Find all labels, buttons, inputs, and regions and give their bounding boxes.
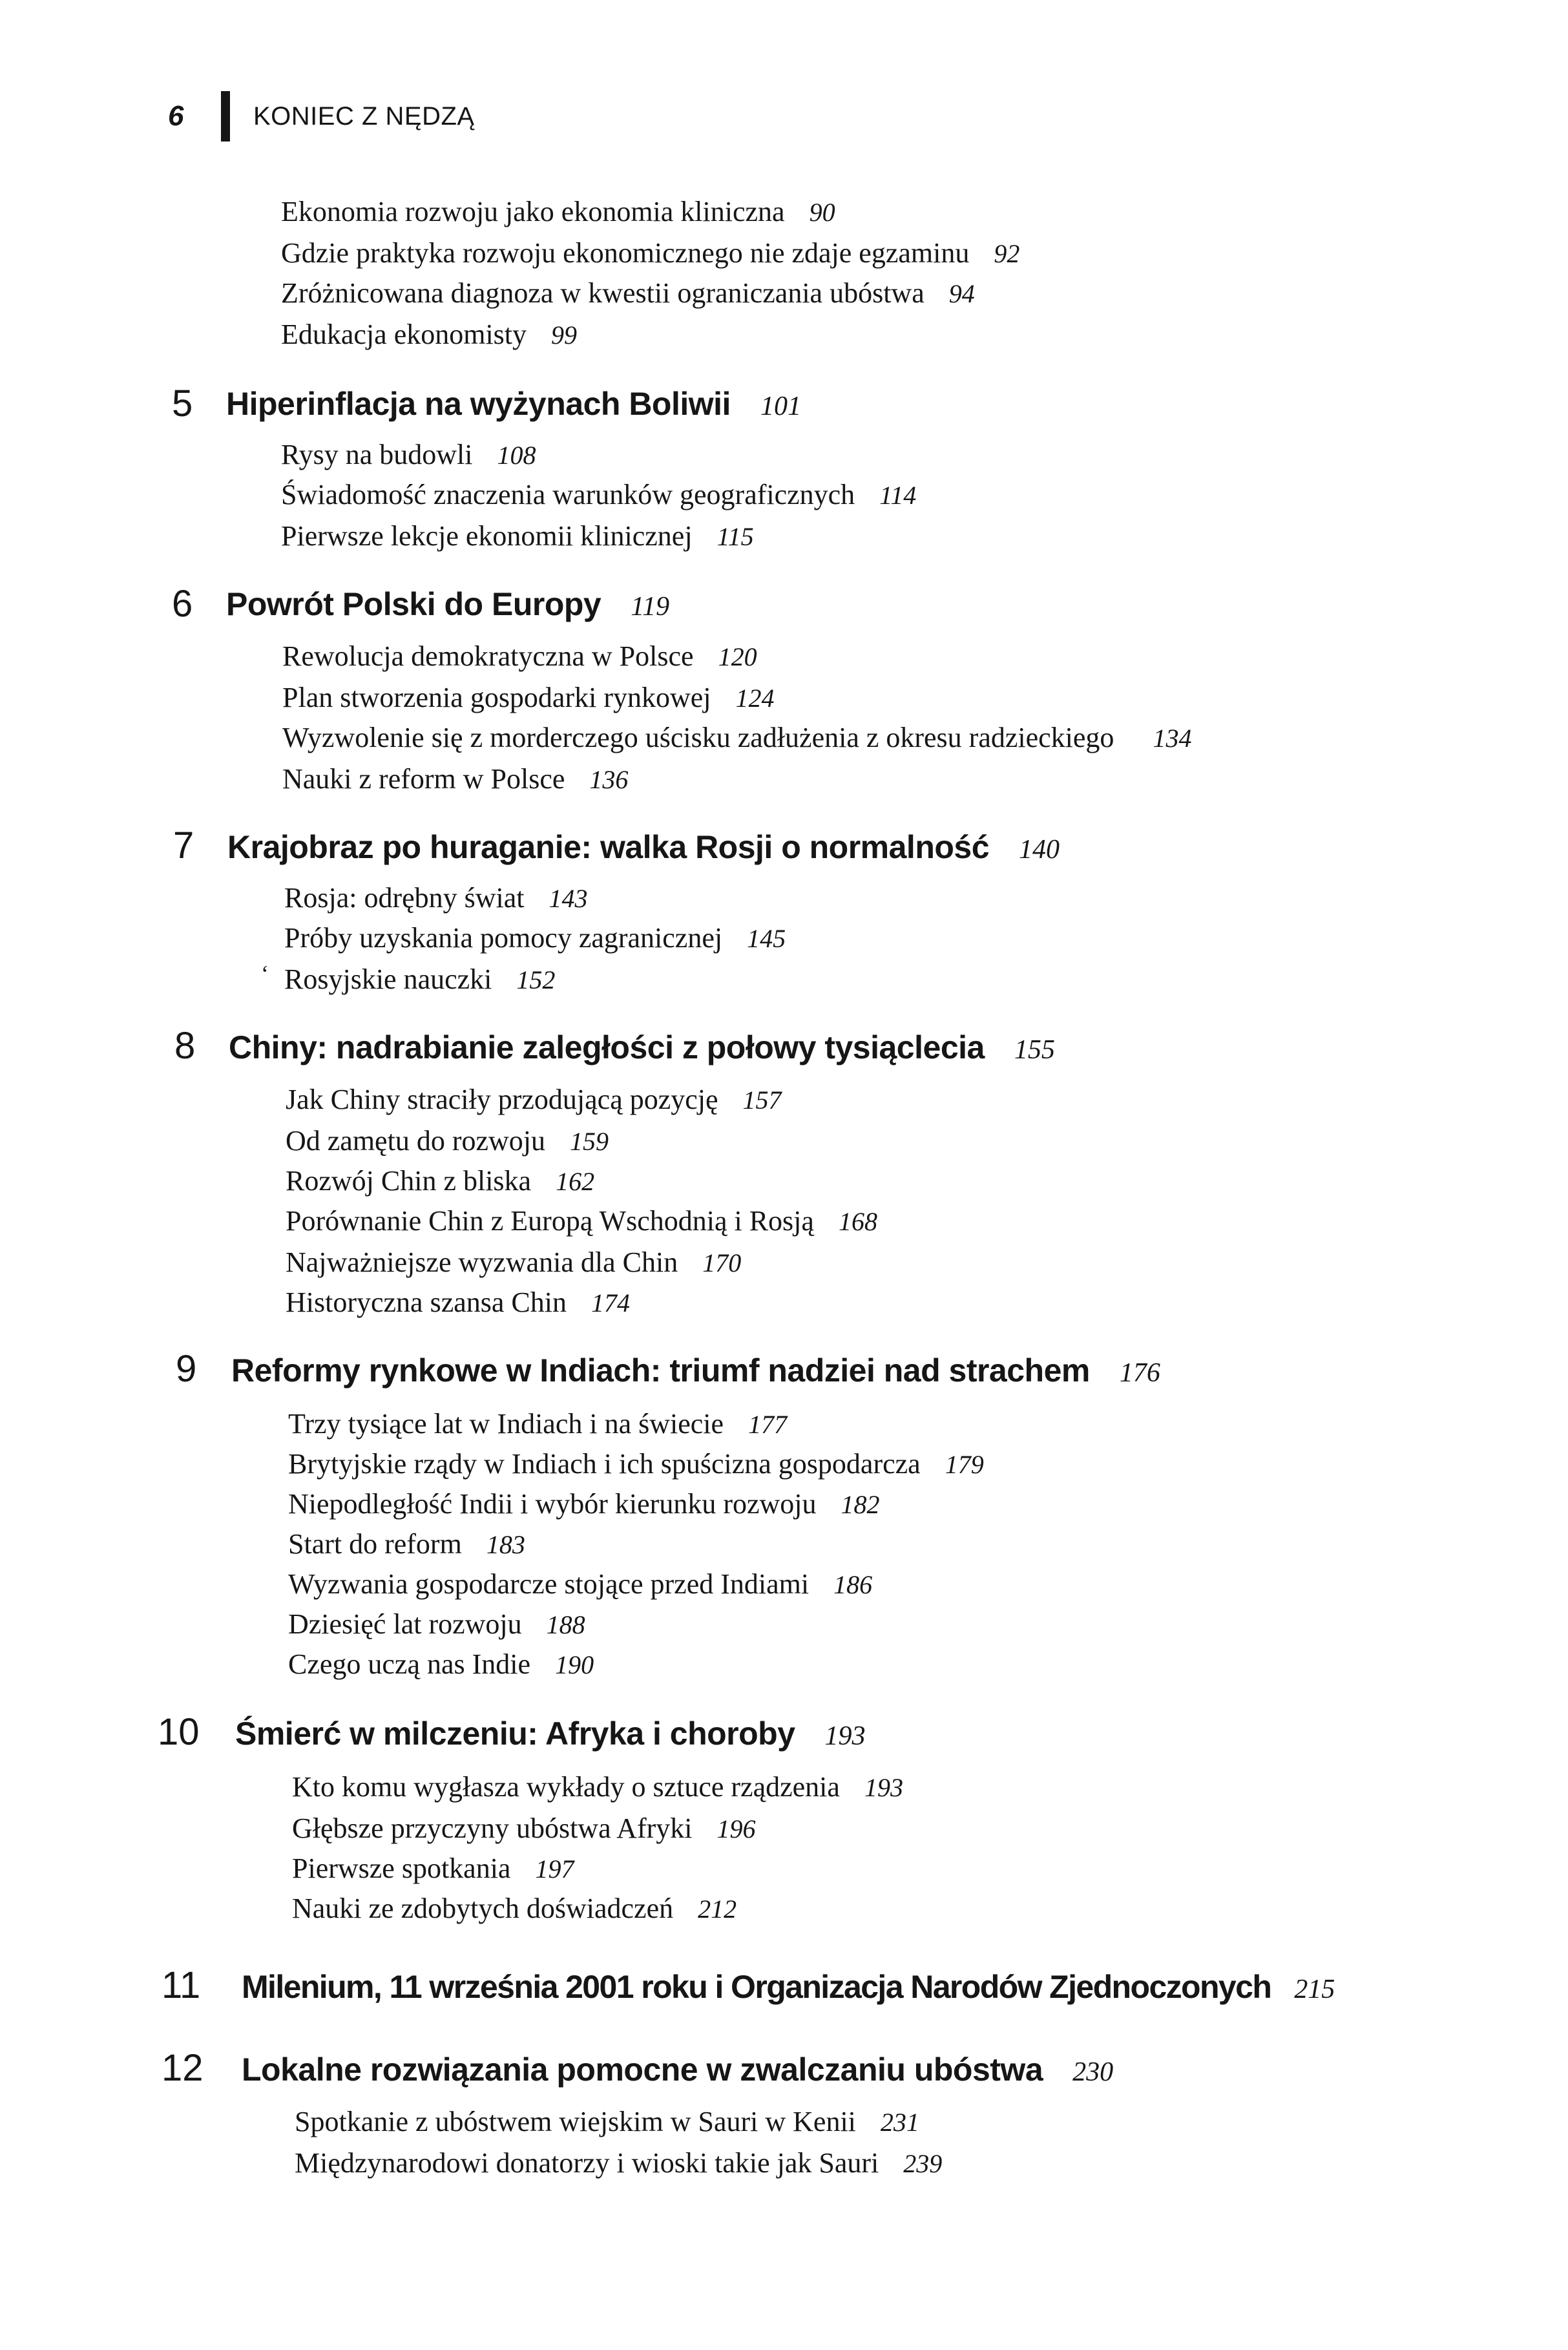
- chapter-page: 101: [760, 392, 801, 421]
- chapter-title: Śmierć w milczeniu: Afryka i choroby: [235, 1715, 795, 1752]
- section-page: 197: [535, 1854, 574, 1883]
- toc-section: [284, 924, 786, 952]
- chapter-page: 140: [1019, 835, 1060, 865]
- chapter-number: 8: [174, 1025, 196, 1067]
- toc-section: [292, 1814, 755, 1843]
- section-page: 212: [698, 1894, 737, 1924]
- toc-section: [281, 198, 835, 226]
- toc-section: [288, 1570, 872, 1599]
- chapter-number: 6: [172, 583, 193, 625]
- toc-section: [295, 2108, 919, 2136]
- toc-section: [281, 522, 754, 551]
- toc-chapter: [226, 588, 669, 620]
- toc-section: [288, 1450, 984, 1478]
- toc-section: [281, 279, 975, 308]
- page-number: 6: [168, 100, 184, 132]
- toc-section: [288, 1490, 880, 1518]
- section-page: 124: [735, 684, 775, 713]
- toc-section: [282, 765, 628, 793]
- running-title: KONIEC Z NĘDZĄ: [253, 101, 475, 131]
- chapter-number: 12: [162, 2047, 204, 2089]
- toc-section: [288, 1410, 787, 1438]
- toc-section: [286, 1086, 782, 1114]
- section-page: 174: [591, 1288, 630, 1317]
- toc-section: [286, 1248, 741, 1277]
- section-page: 115: [716, 522, 754, 551]
- toc-section: [282, 684, 775, 712]
- chapter-title: Reformy rynkowe w Indiach: triumf nadziei nad strachem: [231, 1352, 1090, 1389]
- chapter-page: 155: [1014, 1035, 1055, 1065]
- section-title: Zróżnicowana diagnoza w kwestii ograniczania ubóstwa: [281, 277, 925, 309]
- toc-chapter: [235, 1717, 866, 1750]
- section-page: 177: [748, 1410, 788, 1439]
- section-page: 145: [747, 924, 786, 953]
- toc-section: [281, 441, 536, 469]
- toc-chapter: [231, 1354, 1160, 1387]
- section-page: 114: [879, 481, 917, 510]
- section-title: Historyczna szansa Chin: [286, 1286, 567, 1318]
- section-page: 157: [742, 1086, 782, 1115]
- section-page: 183: [486, 1530, 525, 1559]
- section-page: 136: [589, 765, 629, 794]
- section-page: 143: [549, 884, 588, 913]
- toc-section: [286, 1127, 609, 1155]
- section-page: 159: [570, 1127, 609, 1156]
- toc-chapter: [227, 831, 1060, 863]
- section-title: Dziesięć lat rozwoju: [288, 1608, 522, 1640]
- section-page: 188: [546, 1610, 585, 1639]
- section-title: Najważniejsze wyzwania dla Chin: [286, 1246, 678, 1278]
- toc-section: [292, 1894, 737, 1923]
- section-title: Próby uzyskania pomocy zagranicznej: [284, 922, 723, 954]
- section-page: 94: [948, 279, 975, 308]
- section-title: Jak Chiny straciły przodującą pozycję: [286, 1084, 718, 1115]
- section-page: 108: [497, 441, 536, 470]
- chapter-number: 9: [176, 1348, 197, 1390]
- chapter-title: Milenium, 11 września 2001 roku i Organizacja Narodów Zjednoczonych: [242, 1969, 1271, 2005]
- toc-chapter: [242, 1971, 1335, 2003]
- toc-section: [281, 320, 577, 349]
- section-title: Pierwsze spotkania: [292, 1852, 511, 1884]
- toc-section: [288, 1610, 585, 1639]
- section-title: Rewolucja demokratyczna w Polsce: [282, 640, 694, 672]
- section-title: Wyzwolenie się z morderczego uścisku zadłużenia z okresu radzieckiego: [282, 722, 1114, 753]
- section-page: 196: [716, 1814, 756, 1843]
- section-title: Rozwój Chin z bliska: [286, 1165, 532, 1197]
- section-page: 168: [838, 1207, 877, 1236]
- section-title: Nauki ze zdobytych doświadczeń: [292, 1893, 674, 1924]
- section-page: 162: [556, 1167, 595, 1196]
- chapter-title: Powrót Polski do Europy: [226, 586, 601, 622]
- section-page: 239: [903, 2149, 943, 2178]
- chapter-number: 11: [162, 1964, 201, 2006]
- toc-section: [284, 965, 555, 994]
- section-page: 120: [718, 642, 757, 671]
- section-title: Rysy na budowli: [281, 439, 473, 470]
- section-title: Od zamętu do rozwoju: [286, 1125, 545, 1157]
- section-title: Ekonomia rozwoju jako ekonomia kliniczna: [281, 196, 785, 227]
- section-page: 92: [994, 239, 1020, 268]
- toc-chapter: [242, 2053, 1113, 2086]
- section-title: Wyzwania gospodarcze stojące przed Indiami: [288, 1568, 810, 1600]
- chapter-number: 7: [173, 824, 194, 866]
- chapter-page: 119: [631, 592, 670, 622]
- toc-section: [286, 1288, 630, 1317]
- section-title: Plan stworzenia gospodarki rynkowej: [282, 682, 711, 713]
- toc-section: [288, 1530, 525, 1558]
- chapter-page: 193: [824, 1721, 866, 1751]
- section-title: Rosyjskie nauczki: [284, 963, 492, 995]
- toc-section: [281, 481, 916, 509]
- section-title: Międzynarodowi donatorzy i wioski takie jak Sauri: [295, 2147, 879, 2179]
- section-title: Rosja: odrębny świat: [284, 882, 525, 914]
- chapter-title: Hiperinflacja na wyżynach Boliwii: [226, 386, 731, 422]
- chapter-title: Krajobraz po huraganie: walka Rosji o normalność: [227, 829, 990, 865]
- chapter-page: 230: [1072, 2057, 1114, 2087]
- chapter-number: 10: [158, 1711, 200, 1753]
- section-title: Brytyjskie rządy w Indiach i ich spuścizna gospodarcza: [288, 1448, 921, 1480]
- section-page: 193: [864, 1773, 903, 1802]
- toc-chapter: [226, 388, 801, 420]
- chapter-page: 215: [1294, 1975, 1335, 2004]
- toc-chapter: [229, 1031, 1055, 1064]
- toc-section: [286, 1207, 877, 1235]
- section-title: Świadomość znaczenia warunków geograficznych: [281, 479, 855, 510]
- section-title: Gdzie praktyka rozwoju ekonomicznego nie zdaje egzaminu: [281, 237, 970, 269]
- section-page: 231: [880, 2108, 919, 2137]
- toc-section: [282, 642, 757, 671]
- section-page: 170: [702, 1248, 742, 1277]
- toc-section: [292, 1854, 574, 1883]
- section-page: 182: [841, 1490, 880, 1519]
- section-page: 152: [516, 965, 556, 994]
- section-page: 134: [1153, 724, 1192, 753]
- section-title: Trzy tysiące lat w Indiach i na świecie: [288, 1408, 724, 1440]
- section-title: Porównanie Chin z Europą Wschodnią i Rosją: [286, 1205, 814, 1237]
- chapter-title: Lokalne rozwiązania pomocne w zwalczaniu ubóstwa: [242, 2051, 1043, 2088]
- section-page: 190: [555, 1650, 594, 1679]
- section-title: Pierwsze lekcje ekonomii klinicznej: [281, 520, 693, 552]
- toc-section: [281, 239, 1019, 268]
- section-title: Start do reform: [288, 1528, 462, 1560]
- section-page: 186: [833, 1570, 873, 1599]
- chapter-page: 176: [1119, 1358, 1160, 1388]
- toc-section: [292, 1773, 903, 1801]
- toc-section: [288, 1650, 594, 1679]
- section-title: Głębsze przyczyny ubóstwa Afryki: [292, 1812, 693, 1844]
- toc-section: [284, 884, 588, 912]
- section-page: 99: [551, 320, 578, 350]
- section-title: Czego uczą nas Indie: [288, 1648, 531, 1680]
- toc-section: [295, 2149, 942, 2177]
- section-title: Kto komu wygłasza wykłady o sztuce rządzenia: [292, 1771, 840, 1803]
- chapter-number: 5: [172, 383, 193, 425]
- section-page: 179: [945, 1450, 984, 1479]
- section-title: Nauki z reform w Polsce: [282, 763, 565, 795]
- section-title: Edukacja ekonomisty: [281, 319, 527, 350]
- section-title: Spotkanie z ubóstwem wiejskim w Sauri w Kenii: [295, 2106, 856, 2137]
- section-title: Niepodległość Indii i wybór kierunku rozwoju: [288, 1488, 817, 1520]
- section-page: 90: [809, 198, 835, 227]
- toc-section: [286, 1167, 594, 1195]
- toc-section: [282, 724, 1191, 752]
- chapter-title: Chiny: nadrabianie zaległości z połowy tysiąclecia: [229, 1029, 985, 1065]
- stray-mark: ʻ: [261, 961, 269, 987]
